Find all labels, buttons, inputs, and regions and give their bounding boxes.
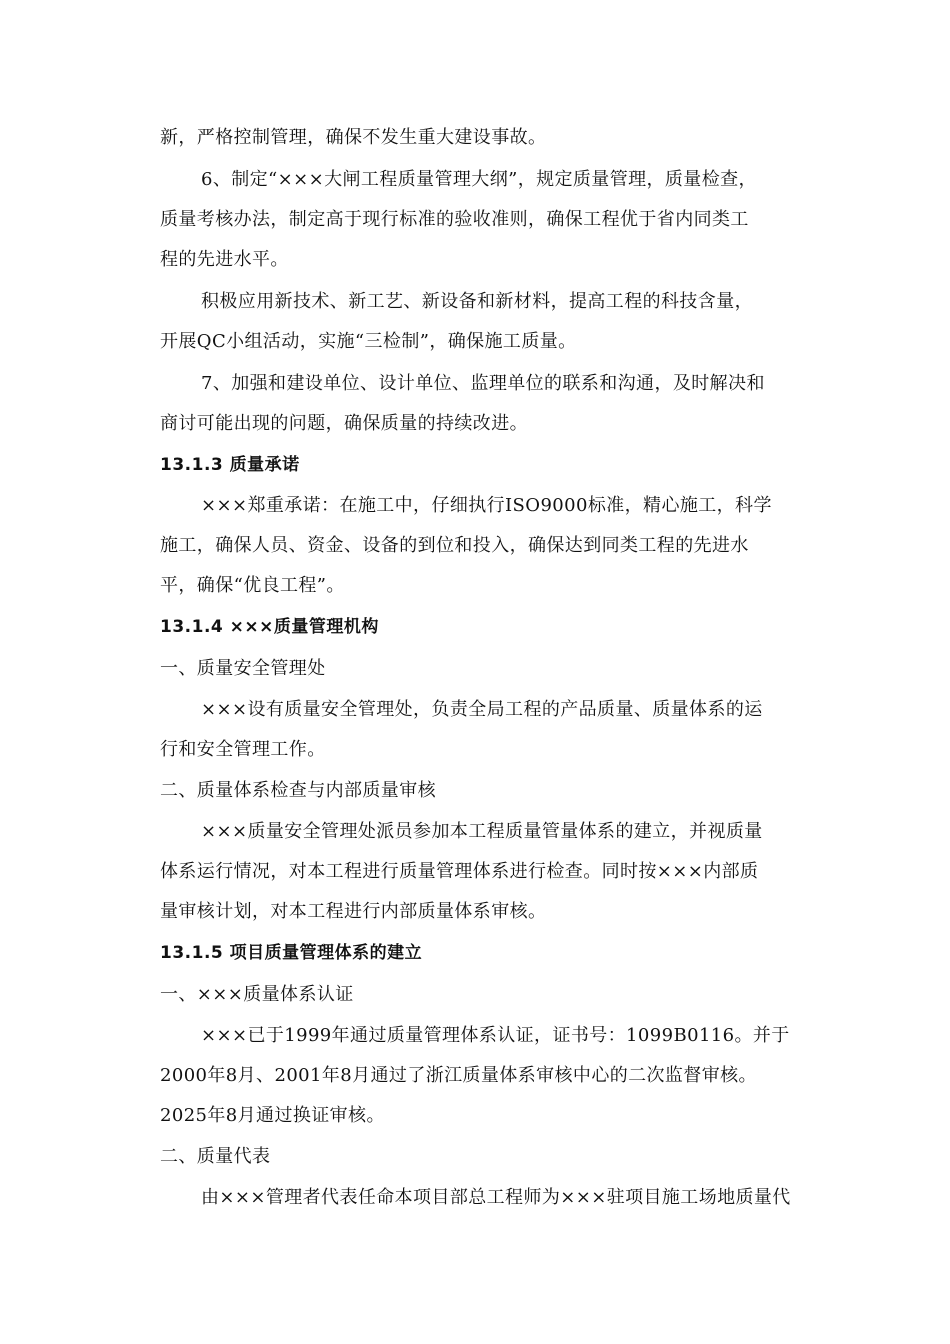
text-line: ×××质量安全管理处派员参加本工程质量管量体系的建立，并视质量 [201,821,763,842]
text-line: 商讨可能出现的问题，确保质量的持续改进。 [160,413,528,434]
text-line: 平，确保“优良工程”。 [160,575,345,596]
paragraph-new-tech [160,282,815,362]
text-line: 体系运行情况，对本工程进行质量管理体系进行检查。同时按×××内部质 [160,861,759,882]
text-line: ×××已于1999年通过质量管理体系认证，证书号：1099B0116。并于 [201,1025,790,1046]
subheading-quality-safety-office: 一、质量安全管理处 [160,658,326,679]
text-line: 新，严格控制管理，确保不发生重大建设事故。 [160,127,547,148]
text-line: 2025年8月通过换证审核。 [160,1105,385,1126]
section-heading-13-1-3: 13.1.3 质量承诺 [160,455,300,475]
paragraph-certification [160,1016,815,1136]
paragraph-quality-promise [160,486,815,606]
text-line: 行和安全管理工作。 [160,739,326,760]
text-line: 由×××管理者代表任命本项目部总工程师为×××驻项目施工场地质量代 [201,1187,791,1208]
text-line: 施工，确保人员、资金、设备的到位和投入，确保达到同类工程的先进水 [160,535,749,556]
section-heading-13-1-4: 13.1.4 ×××质量管理机构 [160,617,379,637]
text-line: 量审核计划，对本工程进行内部质量体系审核。 [160,901,547,922]
text-line: 程的先进水平。 [160,249,289,270]
text-line: ×××设有质量安全管理处，负责全局工程的产品质量、质量体系的运 [201,699,763,720]
text-line: 积极应用新技术、新工艺、新设备和新材料，提高工程的科技含量， [201,291,753,312]
text-line: 质量考核办法，制定高于现行标准的验收准则，确保工程优于省内同类工 [160,209,749,230]
section-heading-13-1-5: 13.1.5 项目质量管理体系的建立 [160,943,423,963]
text-line: 7、加强和建设单位、设计单位、监理单位的联系和沟通，及时解决和 [201,373,765,394]
subheading-system-audit: 二、质量体系检查与内部质量审核 [160,780,436,801]
paragraph-quality-representative [160,1178,815,1218]
text-line: ×××郑重承诺：在施工中，仔细执行ISO9000标准，精心施工，科学 [201,495,772,516]
paragraph-continuation [160,118,815,158]
subheading-quality-representative: 二、质量代表 [160,1146,271,1167]
text-line: 2000年8月、2001年8月通过了浙江质量体系审核中心的二次监督审核。 [160,1065,757,1086]
paragraph-quality-safety-office [160,690,815,770]
paragraph-system-audit [160,812,815,932]
text-line: 开展QC小组活动，实施“三检制”，确保施工质量。 [160,331,577,352]
paragraph-item-6 [160,160,815,280]
text-line: 6、制定“×××大闸工程质量管理大纲”，规定质量管理，质量检查， [201,169,757,190]
paragraph-item-7 [160,364,815,444]
subheading-certification: 一、×××质量体系认证 [160,984,354,1005]
document-page [160,118,815,1218]
